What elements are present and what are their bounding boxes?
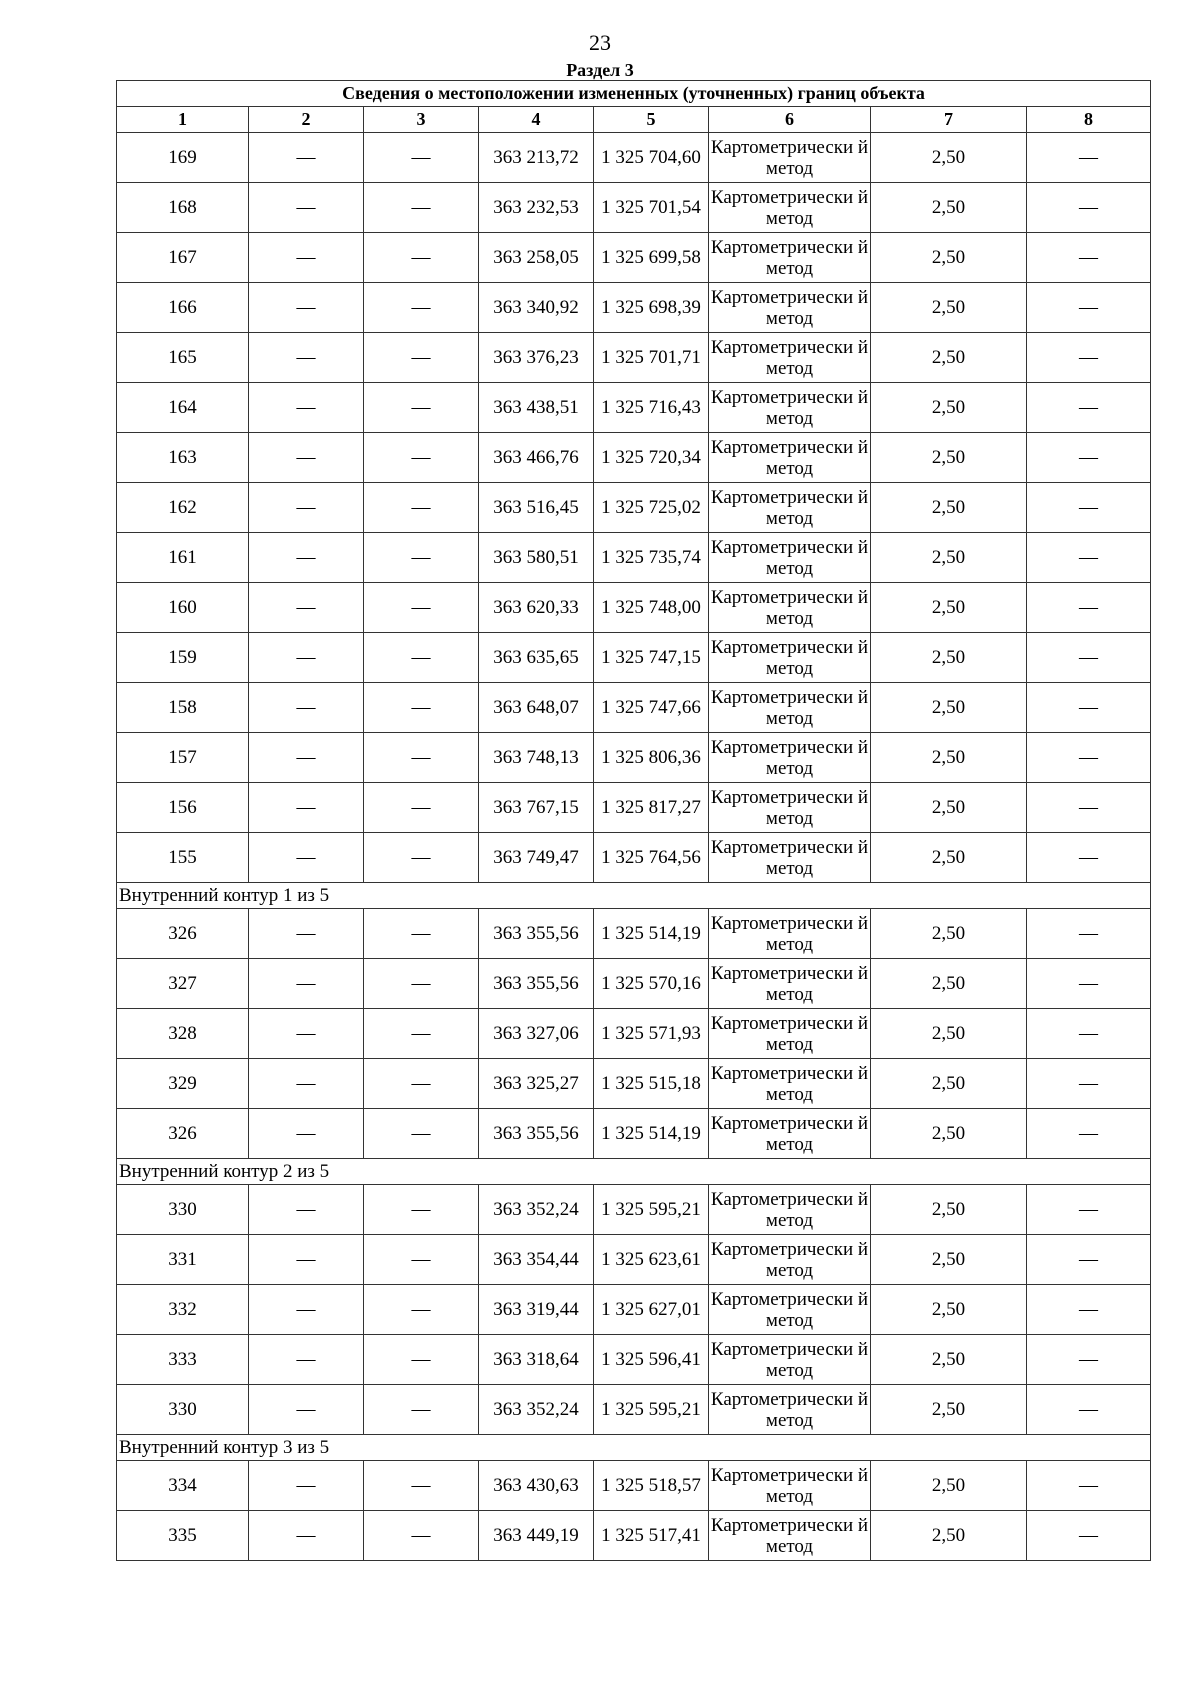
accuracy-cell: 2,50 [871, 1335, 1027, 1385]
col8-cell: — [1027, 133, 1151, 183]
table-row [117, 383, 1151, 433]
table-row [117, 433, 1151, 483]
method-cell: Картометрически й метод [709, 833, 871, 883]
point-number-cell: 330 [117, 1185, 249, 1235]
y-coordinate-cell: 1 325 518,57 [594, 1461, 709, 1511]
col8-cell: — [1027, 383, 1151, 433]
table-row [117, 633, 1151, 683]
col8-cell: — [1027, 1385, 1151, 1435]
point-number-cell: 168 [117, 183, 249, 233]
accuracy-cell: 2,50 [871, 733, 1027, 783]
point-number-cell: 328 [117, 1009, 249, 1059]
col8-cell: — [1027, 1511, 1151, 1561]
method-cell: Картометрически й метод [709, 433, 871, 483]
method-cell: Картометрически й метод [709, 333, 871, 383]
col8-cell: — [1027, 1109, 1151, 1159]
y-coordinate-cell: 1 325 701,71 [594, 333, 709, 383]
y-coordinate-cell: 1 325 571,93 [594, 1009, 709, 1059]
table-row [117, 1059, 1151, 1109]
method-cell: Картометрически й метод [709, 633, 871, 683]
point-number-cell: 155 [117, 833, 249, 883]
col2-cell: — [249, 1185, 364, 1235]
point-number-cell: 161 [117, 533, 249, 583]
x-coordinate-cell: 363 355,56 [479, 1109, 594, 1159]
method-cell: Картометрически й метод [709, 909, 871, 959]
col2-cell: — [249, 183, 364, 233]
x-coordinate-cell: 363 648,07 [479, 683, 594, 733]
contour-heading: Внутренний контур 2 из 5 [117, 1159, 1151, 1185]
y-coordinate-cell: 1 325 514,19 [594, 909, 709, 959]
table-body [117, 133, 1151, 1561]
x-coordinate-cell: 363 449,19 [479, 1511, 594, 1561]
table-row [117, 483, 1151, 533]
point-number-cell: 158 [117, 683, 249, 733]
col8-cell: — [1027, 1335, 1151, 1385]
y-coordinate-cell: 1 325 806,36 [594, 733, 709, 783]
method-cell: Картометрически й метод [709, 483, 871, 533]
col2-cell: — [249, 1109, 364, 1159]
y-coordinate-cell: 1 325 623,61 [594, 1235, 709, 1285]
x-coordinate-cell: 363 767,15 [479, 783, 594, 833]
column-number: 4 [479, 107, 594, 133]
point-number-cell: 327 [117, 959, 249, 1009]
point-number-cell: 163 [117, 433, 249, 483]
col3-cell: — [364, 1185, 479, 1235]
point-number-cell: 159 [117, 633, 249, 683]
accuracy-cell: 2,50 [871, 1235, 1027, 1285]
x-coordinate-cell: 363 516,45 [479, 483, 594, 533]
method-cell: Картометрически й метод [709, 233, 871, 283]
y-coordinate-cell: 1 325 596,41 [594, 1335, 709, 1385]
col8-cell: — [1027, 183, 1151, 233]
col8-cell: — [1027, 833, 1151, 883]
x-coordinate-cell: 363 318,64 [479, 1335, 594, 1385]
col8-cell: — [1027, 783, 1151, 833]
col3-cell: — [364, 733, 479, 783]
y-coordinate-cell: 1 325 595,21 [594, 1385, 709, 1435]
col3-cell: — [364, 1235, 479, 1285]
boundary-coordinates-table [116, 80, 1151, 1561]
method-cell: Картометрически й метод [709, 383, 871, 433]
col8-cell: — [1027, 533, 1151, 583]
accuracy-cell: 2,50 [871, 833, 1027, 883]
col3-cell: — [364, 1059, 479, 1109]
col8-cell: — [1027, 1235, 1151, 1285]
column-number: 6 [709, 107, 871, 133]
accuracy-cell: 2,50 [871, 383, 1027, 433]
x-coordinate-cell: 363 749,47 [479, 833, 594, 883]
section-title: Раздел 3 [566, 60, 634, 80]
y-coordinate-cell: 1 325 570,16 [594, 959, 709, 1009]
col3-cell: — [364, 383, 479, 433]
table-row [117, 1235, 1151, 1285]
method-cell: Картометрически й метод [709, 133, 871, 183]
col3-cell: — [364, 1285, 479, 1335]
column-number: 1 [117, 107, 249, 133]
method-cell: Картометрически й метод [709, 283, 871, 333]
col3-cell: — [364, 909, 479, 959]
y-coordinate-cell: 1 325 725,02 [594, 483, 709, 533]
accuracy-cell: 2,50 [871, 483, 1027, 533]
col8-cell: — [1027, 733, 1151, 783]
col2-cell: — [249, 533, 364, 583]
column-number: 7 [871, 107, 1027, 133]
x-coordinate-cell: 363 580,51 [479, 533, 594, 583]
col8-cell: — [1027, 633, 1151, 683]
col2-cell: — [249, 1059, 364, 1109]
table-row [117, 1185, 1151, 1235]
accuracy-cell: 2,50 [871, 909, 1027, 959]
col3-cell: — [364, 1385, 479, 1435]
col8-cell: — [1027, 1009, 1151, 1059]
col2-cell: — [249, 909, 364, 959]
contour-heading-row [117, 1435, 1151, 1461]
point-number-cell: 166 [117, 283, 249, 333]
table-caption: Сведения о местоположении измененных (уточненных) границ объекта [117, 81, 1151, 107]
col2-cell: — [249, 483, 364, 533]
x-coordinate-cell: 363 354,44 [479, 1235, 594, 1285]
col2-cell: — [249, 583, 364, 633]
accuracy-cell: 2,50 [871, 683, 1027, 733]
col8-cell: — [1027, 333, 1151, 383]
col3-cell: — [364, 533, 479, 583]
accuracy-cell: 2,50 [871, 533, 1027, 583]
method-cell: Картометрически й метод [709, 1285, 871, 1335]
col8-cell: — [1027, 433, 1151, 483]
point-number-cell: 332 [117, 1285, 249, 1335]
x-coordinate-cell: 363 258,05 [479, 233, 594, 283]
accuracy-cell: 2,50 [871, 1059, 1027, 1109]
accuracy-cell: 2,50 [871, 1109, 1027, 1159]
y-coordinate-cell: 1 325 764,56 [594, 833, 709, 883]
y-coordinate-cell: 1 325 698,39 [594, 283, 709, 333]
accuracy-cell: 2,50 [871, 959, 1027, 1009]
table-row [117, 283, 1151, 333]
col2-cell: — [249, 1385, 364, 1435]
col8-cell: — [1027, 959, 1151, 1009]
method-cell: Картометрически й метод [709, 1461, 871, 1511]
table-row [117, 583, 1151, 633]
col2-cell: — [249, 1285, 364, 1335]
col3-cell: — [364, 1461, 479, 1511]
x-coordinate-cell: 363 620,33 [479, 583, 594, 633]
col3-cell: — [364, 183, 479, 233]
x-coordinate-cell: 363 325,27 [479, 1059, 594, 1109]
accuracy-cell: 2,50 [871, 1511, 1027, 1561]
table-row [117, 133, 1151, 183]
col3-cell: — [364, 1009, 479, 1059]
x-coordinate-cell: 363 232,53 [479, 183, 594, 233]
point-number-cell: 333 [117, 1335, 249, 1385]
col2-cell: — [249, 783, 364, 833]
table-row [117, 233, 1151, 283]
x-coordinate-cell: 363 466,76 [479, 433, 594, 483]
column-number: 8 [1027, 107, 1151, 133]
col2-cell: — [249, 283, 364, 333]
accuracy-cell: 2,50 [871, 1385, 1027, 1435]
col2-cell: — [249, 959, 364, 1009]
method-cell: Картометрически й метод [709, 1511, 871, 1561]
point-number-cell: 160 [117, 583, 249, 633]
y-coordinate-cell: 1 325 514,19 [594, 1109, 709, 1159]
accuracy-cell: 2,50 [871, 583, 1027, 633]
point-number-cell: 329 [117, 1059, 249, 1109]
table-row [117, 1385, 1151, 1435]
x-coordinate-cell: 363 635,65 [479, 633, 594, 683]
method-cell: Картометрически й метод [709, 1235, 871, 1285]
table-row [117, 959, 1151, 1009]
col3-cell: — [364, 433, 479, 483]
y-coordinate-cell: 1 325 747,15 [594, 633, 709, 683]
accuracy-cell: 2,50 [871, 1009, 1027, 1059]
col3-cell: — [364, 583, 479, 633]
table-row [117, 1285, 1151, 1335]
method-cell: Картометрически й метод [709, 183, 871, 233]
col8-cell: — [1027, 909, 1151, 959]
col3-cell: — [364, 483, 479, 533]
col8-cell: — [1027, 1059, 1151, 1109]
x-coordinate-cell: 363 352,24 [479, 1385, 594, 1435]
x-coordinate-cell: 363 438,51 [479, 383, 594, 433]
method-cell: Картометрически й метод [709, 1059, 871, 1109]
x-coordinate-cell: 363 319,44 [479, 1285, 594, 1335]
col2-cell: — [249, 633, 364, 683]
y-coordinate-cell: 1 325 747,66 [594, 683, 709, 733]
col3-cell: — [364, 1335, 479, 1385]
table-row [117, 1009, 1151, 1059]
col8-cell: — [1027, 583, 1151, 633]
contour-heading-row [117, 1159, 1151, 1185]
col3-cell: — [364, 283, 479, 333]
col3-cell: — [364, 333, 479, 383]
accuracy-cell: 2,50 [871, 1185, 1027, 1235]
y-coordinate-cell: 1 325 627,01 [594, 1285, 709, 1335]
col8-cell: — [1027, 483, 1151, 533]
table-row [117, 683, 1151, 733]
col2-cell: — [249, 1461, 364, 1511]
method-cell: Картометрически й метод [709, 533, 871, 583]
y-coordinate-cell: 1 325 704,60 [594, 133, 709, 183]
accuracy-cell: 2,50 [871, 633, 1027, 683]
column-number: 2 [249, 107, 364, 133]
page-number: 23 [589, 30, 611, 55]
method-cell: Картометрически й метод [709, 683, 871, 733]
col8-cell: — [1027, 1185, 1151, 1235]
x-coordinate-cell: 363 355,56 [479, 959, 594, 1009]
col2-cell: — [249, 333, 364, 383]
point-number-cell: 326 [117, 1109, 249, 1159]
accuracy-cell: 2,50 [871, 133, 1027, 183]
x-coordinate-cell: 363 748,13 [479, 733, 594, 783]
table-row [117, 533, 1151, 583]
col3-cell: — [364, 683, 479, 733]
col2-cell: — [249, 683, 364, 733]
col8-cell: — [1027, 1461, 1151, 1511]
table-row [117, 783, 1151, 833]
col2-cell: — [249, 1009, 364, 1059]
method-cell: Картометрически й метод [709, 783, 871, 833]
x-coordinate-cell: 363 355,56 [479, 909, 594, 959]
accuracy-cell: 2,50 [871, 183, 1027, 233]
point-number-cell: 330 [117, 1385, 249, 1435]
point-number-cell: 156 [117, 783, 249, 833]
column-number: 5 [594, 107, 709, 133]
col3-cell: — [364, 959, 479, 1009]
col3-cell: — [364, 1109, 479, 1159]
contour-heading-row [117, 883, 1151, 909]
col3-cell: — [364, 633, 479, 683]
method-cell: Картометрически й метод [709, 1185, 871, 1235]
x-coordinate-cell: 363 340,92 [479, 283, 594, 333]
method-cell: Картометрически й метод [709, 733, 871, 783]
y-coordinate-cell: 1 325 735,74 [594, 533, 709, 583]
point-number-cell: 157 [117, 733, 249, 783]
col3-cell: — [364, 133, 479, 183]
table-row [117, 1511, 1151, 1561]
table-row [117, 1461, 1151, 1511]
table-row [117, 833, 1151, 883]
y-coordinate-cell: 1 325 817,27 [594, 783, 709, 833]
y-coordinate-cell: 1 325 701,54 [594, 183, 709, 233]
accuracy-cell: 2,50 [871, 433, 1027, 483]
table-row [117, 1109, 1151, 1159]
col2-cell: — [249, 1235, 364, 1285]
y-coordinate-cell: 1 325 517,41 [594, 1511, 709, 1561]
col2-cell: — [249, 833, 364, 883]
col2-cell: — [249, 233, 364, 283]
point-number-cell: 335 [117, 1511, 249, 1561]
col8-cell: — [1027, 683, 1151, 733]
col2-cell: — [249, 733, 364, 783]
y-coordinate-cell: 1 325 720,34 [594, 433, 709, 483]
y-coordinate-cell: 1 325 699,58 [594, 233, 709, 283]
point-number-cell: 167 [117, 233, 249, 283]
x-coordinate-cell: 363 352,24 [479, 1185, 594, 1235]
col2-cell: — [249, 1335, 364, 1385]
table-row [117, 183, 1151, 233]
point-number-cell: 334 [117, 1461, 249, 1511]
y-coordinate-cell: 1 325 748,00 [594, 583, 709, 633]
table-row [117, 333, 1151, 383]
y-coordinate-cell: 1 325 595,21 [594, 1185, 709, 1235]
point-number-cell: 326 [117, 909, 249, 959]
x-coordinate-cell: 363 327,06 [479, 1009, 594, 1059]
col2-cell: — [249, 133, 364, 183]
point-number-cell: 164 [117, 383, 249, 433]
accuracy-cell: 2,50 [871, 1461, 1027, 1511]
method-cell: Картометрически й метод [709, 1335, 871, 1385]
x-coordinate-cell: 363 213,72 [479, 133, 594, 183]
point-number-cell: 331 [117, 1235, 249, 1285]
method-cell: Картометрически й метод [709, 959, 871, 1009]
method-cell: Картометрически й метод [709, 1385, 871, 1435]
x-coordinate-cell: 363 376,23 [479, 333, 594, 383]
col3-cell: — [364, 1511, 479, 1561]
col2-cell: — [249, 383, 364, 433]
table-row [117, 1335, 1151, 1385]
contour-heading: Внутренний контур 1 из 5 [117, 883, 1151, 909]
accuracy-cell: 2,50 [871, 233, 1027, 283]
point-number-cell: 165 [117, 333, 249, 383]
col3-cell: — [364, 783, 479, 833]
contour-heading: Внутренний контур 3 из 5 [117, 1435, 1151, 1461]
accuracy-cell: 2,50 [871, 283, 1027, 333]
method-cell: Картометрически й метод [709, 583, 871, 633]
point-number-cell: 162 [117, 483, 249, 533]
col3-cell: — [364, 833, 479, 883]
col2-cell: — [249, 433, 364, 483]
table-row [117, 733, 1151, 783]
point-number-cell: 169 [117, 133, 249, 183]
col8-cell: — [1027, 233, 1151, 283]
col3-cell: — [364, 233, 479, 283]
y-coordinate-cell: 1 325 515,18 [594, 1059, 709, 1109]
table-row [117, 909, 1151, 959]
col8-cell: — [1027, 283, 1151, 333]
col2-cell: — [249, 1511, 364, 1561]
accuracy-cell: 2,50 [871, 783, 1027, 833]
x-coordinate-cell: 363 430,63 [479, 1461, 594, 1511]
method-cell: Картометрически й метод [709, 1109, 871, 1159]
method-cell: Картометрически й метод [709, 1009, 871, 1059]
y-coordinate-cell: 1 325 716,43 [594, 383, 709, 433]
accuracy-cell: 2,50 [871, 1285, 1027, 1335]
col8-cell: — [1027, 1285, 1151, 1335]
column-number-row [117, 107, 1151, 133]
column-number: 3 [364, 107, 479, 133]
accuracy-cell: 2,50 [871, 333, 1027, 383]
